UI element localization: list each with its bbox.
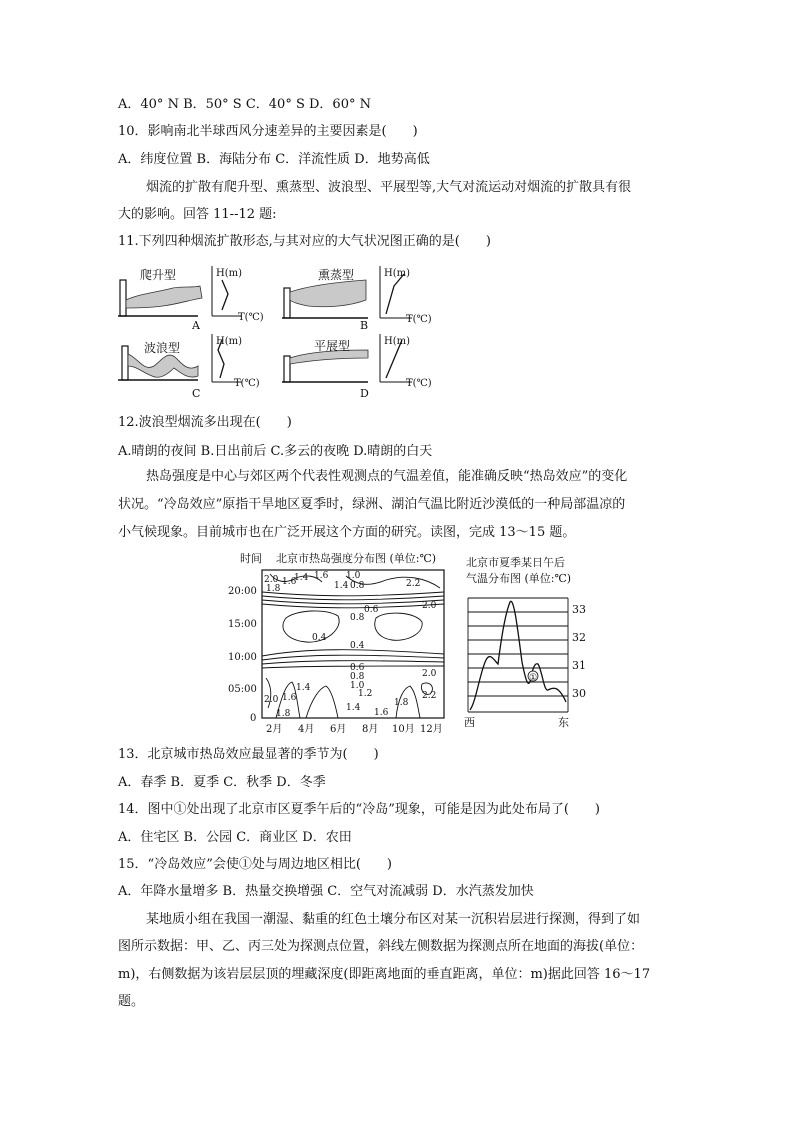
- svg-text:15:00: 15:00: [228, 619, 257, 630]
- passage3-line2: 图所示数据：甲、乙、丙三处为探测点位置，斜线左侧数据为探测点所在地面的海拔(单位：: [118, 939, 644, 954]
- q12-options: A.晴朗的夜间 B.日出前后 C.多云的夜晚 D.晴朗的白天: [118, 444, 433, 459]
- heat-island-chart: [226, 548, 456, 740]
- svg-text:1.8: 1.8: [276, 709, 291, 719]
- q13-stem: 13．北京城市热岛效应最显著的季节为( ): [118, 747, 379, 762]
- panel-a-y-label: H(m): [216, 268, 243, 279]
- panel-a-type-label: 爬升型: [140, 268, 177, 282]
- temp-chart-marker: ①: [529, 673, 538, 683]
- panel-d: [282, 334, 432, 400]
- svg-text:1.0: 1.0: [350, 681, 365, 691]
- svg-text:1.4: 1.4: [334, 581, 349, 591]
- q12-stem: 12.波浪型烟流多出现在( ): [118, 415, 292, 430]
- panel-d-option: D: [360, 387, 369, 400]
- passage3-line4: 题。: [118, 994, 145, 1009]
- temp-chart-y-ticks: [572, 603, 586, 700]
- svg-text:12月: 12月: [420, 724, 443, 735]
- q15-stem: 15．“冷岛效应”会使①处与周边地区相比( ): [118, 857, 392, 872]
- heat-chart-y-title: 时间: [240, 552, 262, 565]
- svg-text:33: 33: [572, 603, 586, 616]
- heat-chart-y-ticks: [228, 586, 257, 724]
- temp-chart-title-1: 北京市夏季某日午后: [466, 556, 565, 569]
- svg-text:2.0: 2.0: [422, 669, 437, 679]
- svg-text:1.0: 1.0: [346, 571, 361, 581]
- panel-a-option: A: [192, 319, 200, 332]
- panel-b-type-label: 熏蒸型: [318, 268, 355, 282]
- svg-text:30: 30: [572, 687, 586, 700]
- chimney-c: [122, 346, 128, 380]
- q13-options: A．春季 B．夏季 C．秋季 D．冬季: [118, 775, 326, 790]
- svg-text:2.0: 2.0: [264, 695, 279, 705]
- svg-text:2月: 2月: [266, 724, 283, 735]
- panel-d-x-label: T(℃): [406, 378, 432, 389]
- svg-text:0.4: 0.4: [312, 633, 327, 643]
- svg-text:1.6: 1.6: [282, 693, 297, 703]
- panel-c-option: C: [192, 387, 201, 400]
- heat-chart-title: 北京市热岛强度分布图 (单位:℃): [276, 552, 437, 565]
- svg-text:2.0: 2.0: [264, 575, 279, 585]
- svg-text:0.8: 0.8: [350, 672, 365, 682]
- chimney-a: [120, 280, 126, 316]
- panel-c-x-label: T(℃): [234, 378, 260, 389]
- profile-a: [222, 280, 228, 310]
- passage2-line2: 状况。“冷岛效应”原指干旱地区夏季时，绿洲、湖泊气温比附近沙漠低的一种局部温凉的: [118, 497, 626, 512]
- panel-b-x-label: T(℃): [406, 314, 432, 325]
- svg-text:0.8: 0.8: [350, 581, 365, 591]
- temp-chart-east: 东: [558, 716, 569, 729]
- q9-options: A．40° N B．50° S C．40° S D．60° N: [118, 97, 371, 112]
- svg-text:0.4: 0.4: [350, 641, 365, 651]
- svg-text:0.6: 0.6: [364, 605, 379, 615]
- svg-text:10:00: 10:00: [228, 652, 257, 663]
- svg-text:4月: 4月: [298, 724, 315, 735]
- svg-text:31: 31: [572, 659, 586, 672]
- svg-text:32: 32: [572, 631, 586, 644]
- svg-text:05:00: 05:00: [228, 684, 257, 695]
- chimney-d: [284, 356, 290, 382]
- passage3-line3: m)，右侧数据为该岩层层顶的埋藏深度(即距离地面的垂直距离，单位：m)据此回答 16～17: [118, 967, 651, 982]
- svg-text:1.8: 1.8: [266, 584, 281, 594]
- chimney-b: [284, 288, 290, 318]
- plume-c: [128, 354, 198, 377]
- panel-b-option: B: [360, 319, 369, 332]
- svg-text:2.2: 2.2: [422, 691, 437, 701]
- panel-d-type-label: 平展型: [314, 339, 351, 353]
- q14-options: A．住宅区 B．公园 C．商业区 D．农田: [118, 830, 352, 845]
- svg-text:10月: 10月: [392, 724, 415, 735]
- passage2-line3: 小气候现象。目前城市也在广泛开展这个方面的研究。读图，完成 13～15 题。: [118, 525, 576, 540]
- svg-text:0.8: 0.8: [350, 613, 365, 623]
- passage2-line1: 热岛强度是中心与郊区两个代表性观测点的气温差值，能准确反映“热岛效应”的变化: [146, 469, 628, 484]
- q15-options: A．年降水量增多 B．热量交换增强 C．空气对流减弱 D．水汽蒸发加快: [118, 884, 534, 899]
- smoke-plume-figure: [118, 262, 438, 402]
- panel-c-y-label: H(m): [216, 336, 243, 347]
- panel-a-x-label: T(℃): [238, 312, 264, 323]
- temp-chart-title-2: 气温分布图 (单位:℃): [466, 572, 572, 585]
- svg-text:1.4: 1.4: [296, 683, 311, 693]
- svg-text:1.2: 1.2: [358, 689, 373, 699]
- panel-b-y-label: H(m): [384, 268, 411, 279]
- svg-text:1.6: 1.6: [374, 708, 389, 718]
- plume-a: [126, 286, 202, 308]
- svg-text:1.4: 1.4: [294, 573, 309, 583]
- temp-chart-curve: [470, 601, 566, 710]
- panel-b: [282, 266, 432, 332]
- panel-c-type-label: 波浪型: [144, 341, 181, 355]
- panel-a: [118, 266, 264, 332]
- profile-b: [386, 274, 404, 314]
- q14-stem: 14．图中①处出现了北京市区夏季午后的“冷岛”现象，可能是因为此处布局了( ): [118, 802, 600, 817]
- svg-text:2.2: 2.2: [406, 579, 421, 589]
- temp-chart-west: 西: [464, 716, 475, 729]
- svg-text:1.6: 1.6: [282, 577, 297, 587]
- svg-text:20:00: 20:00: [228, 586, 257, 597]
- panel-d-y-label: H(m): [384, 336, 411, 347]
- svg-text:2.0: 2.0: [422, 601, 437, 611]
- panel-c: [118, 334, 260, 400]
- svg-text:1.8: 1.8: [394, 698, 409, 708]
- svg-text:8月: 8月: [362, 724, 379, 735]
- svg-text:6月: 6月: [330, 724, 347, 735]
- heat-chart-contour-labels: [264, 571, 437, 719]
- svg-text:0.6: 0.6: [350, 663, 365, 673]
- q10-options: A．纬度位置 B．海陆分布 C．洋流性质 D．地势高低: [118, 152, 430, 167]
- temp-chart-grid: [468, 598, 568, 712]
- q10-stem: 10．影响南北半球西风分速差异的主要因素是( ): [118, 124, 418, 139]
- passage1-line1: 烟流的扩散有爬升型、熏蒸型、波浪型、平展型等,大气对流运动对烟流的扩散具有很: [146, 180, 632, 195]
- plume-b: [290, 280, 366, 307]
- svg-text:1.4: 1.4: [346, 703, 361, 713]
- svg-text:0: 0: [250, 713, 257, 724]
- temperature-chart: [462, 552, 602, 732]
- passage3-line1: 某地质小组在我国一潮湿、黏重的红色土壤分布区对某一沉积岩层进行探测，得到了如: [146, 912, 641, 927]
- heat-chart-x-ticks: [266, 723, 443, 735]
- q11-stem: 11.下列四种烟流扩散形态,与其对应的大气状况图正确的是( ): [118, 234, 491, 249]
- passage1-line2: 大的影响。回答 11--12 题:: [118, 207, 277, 222]
- svg-text:1.6: 1.6: [314, 571, 329, 581]
